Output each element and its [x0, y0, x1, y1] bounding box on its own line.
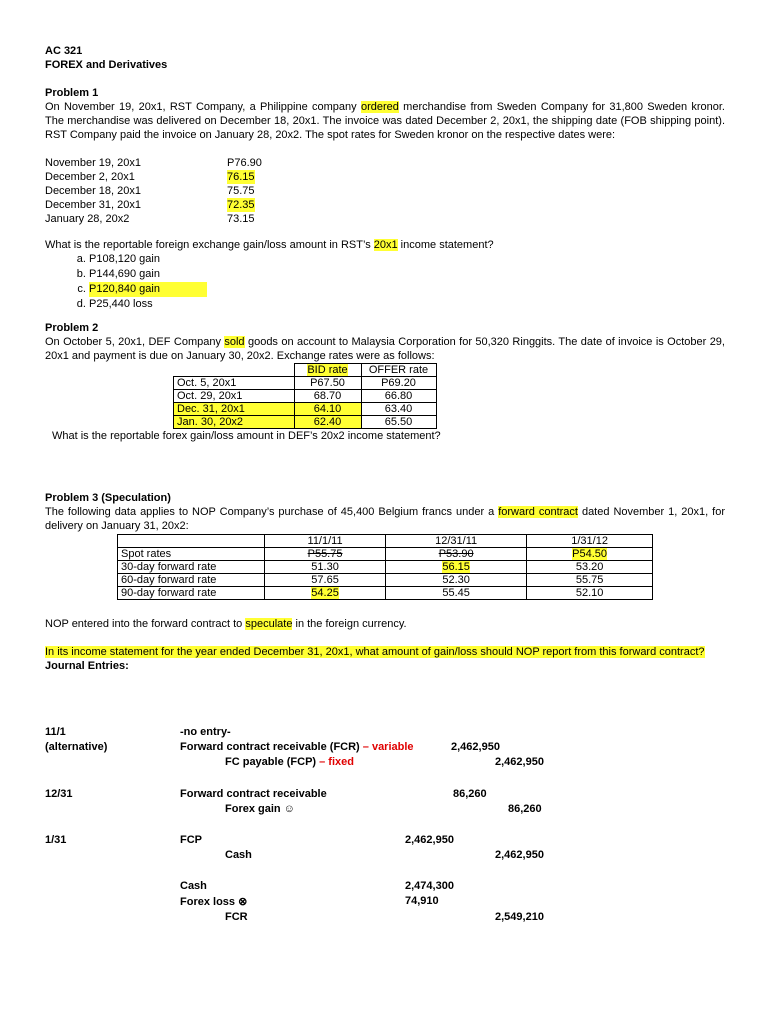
problem3-text: The following data applies to NOP Company’s purchase of 45,400 Belgium francs under a forward contract dated November 1, 20x1, for delivery on January 31, 20x2: [45, 506, 725, 532]
table-row: Spot rates P55.75 P53.90 P54.50 [118, 548, 653, 561]
problem2-rate-table [173, 363, 437, 429]
table-header-row: 11/1/11 12/31/11 1/31/12 [118, 535, 653, 548]
document-page [45, 44, 725, 673]
je-alternative: (alternative) [45, 741, 108, 753]
doc-subject: FOREX and Derivatives [45, 59, 168, 71]
je-cash3-credit: 2,462,950 [495, 849, 544, 861]
je-cash4-line: Cash [180, 880, 207, 892]
je-fcr2-debit: 86,260 [453, 788, 487, 800]
je-fcp-line: FC payable (FCP) – fixed [225, 756, 354, 768]
table-row: Oct. 29, 20x1 68.70 66.80 [174, 390, 437, 403]
problem1-question: What is the reportable foreign exchange gain/loss amount in RST’s 20x1 income statement? [45, 239, 494, 251]
je-date-1231: 12/31 [45, 788, 73, 800]
je-date-1101: 11/1 [45, 726, 66, 738]
problem3-rate-table [117, 534, 653, 600]
je-date-0131: 1/31 [45, 834, 67, 846]
table-row: Oct. 5, 20x1 P67.50 P69.20 [174, 377, 437, 390]
journal-title: Journal Entries: [45, 660, 129, 672]
je-fcp3-debit: 2,462,950 [405, 834, 454, 846]
je-fcp-credit: 2,462,950 [495, 756, 544, 768]
problem1-text: On November 19, 20x1, RST Company, a Philippine company ordered merchandise from Sweden Company for 31,800 Sweden kronor. The merchandise was delivered on December 18, 20x1. The invoice was dated December 2, 20x1, the shipping date (FOB shipping point). RST Company paid the invoice on January 28, 20x2. The spot rates for Sweden kronor on the respective dates were: [45, 101, 725, 141]
je-gain-line: Forex gain ☺ [225, 803, 295, 815]
je-fcr-debit: 2,462,950 [451, 741, 500, 753]
je-fcr4-line: FCR [225, 911, 248, 923]
course-code: AC 321 [45, 45, 83, 57]
problem2-question: What is the reportable forex gain/loss amount in DEF’s 20x2 income statement? [52, 430, 441, 442]
problem3-question: In its income statement for the year ended December 31, 20x1, what amount of gain/loss should NOP report from this forward contract? [45, 646, 705, 658]
rate-row: December 31, 20x1 72.35 [45, 199, 255, 211]
choice-d: d. P25,440 loss [89, 297, 725, 312]
problem2-text: On October 5, 20x1, DEF Company sold goods on account to Malaysia Corporation for 50,320 Ringgits. The date of invoice is October 29, 20x1 and payment is due on January 30, 20x2. Exchange rates were as follows: [45, 336, 725, 362]
problem2-title: Problem 2 [45, 322, 99, 334]
je-cash4-debit: 2,474,300 [405, 880, 454, 892]
je-fcp3-line: FCP [180, 834, 202, 846]
table-row: Jan. 30, 20x2 62.40 65.50 [174, 416, 437, 429]
table-row: 90-day forward rate 54.25 55.45 52.10 [118, 587, 653, 600]
problem1-title: Problem 1 [45, 87, 99, 99]
je-gain-credit: 86,260 [508, 803, 542, 815]
problem3-title: Problem 3 (Speculation) [45, 492, 171, 504]
je-fcr-line: Forward contract receivable (FCR) – variable [180, 741, 414, 753]
rate-row: November 19, 20x1 P76.90 [45, 157, 262, 169]
problem1-rates [45, 156, 725, 226]
journal-entries [45, 726, 725, 926]
choice-b: b. P144,690 gain [89, 267, 725, 282]
problem3-speculation: NOP entered into the forward contract to speculate in the foreign currency. [45, 618, 407, 630]
je-loss-debit: 74,910 [405, 895, 439, 907]
problem1-choices [45, 252, 725, 312]
je-cash3-line: Cash [225, 849, 252, 861]
je-fcr4-credit: 2,549,210 [495, 911, 544, 923]
table-header-row: BID rate OFFER rate [174, 364, 437, 377]
rate-row: December 2, 20x1 76.15 [45, 171, 255, 183]
je-loss-line: Forex loss ⊗ [180, 896, 248, 908]
je-fcr2-line: Forward contract receivable [180, 788, 327, 800]
je-no-entry: -no entry- [180, 726, 231, 738]
choice-c: c. P120,840 gain [89, 282, 207, 297]
rate-row: December 18, 20x1 75.75 [45, 185, 255, 197]
choice-a: a. P108,120 gain [89, 252, 725, 267]
table-row: Dec. 31, 20x1 64.10 63.40 [174, 403, 437, 416]
table-row: 30-day forward rate 51.30 56.15 53.20 [118, 561, 653, 574]
rate-row: January 28, 20x2 73.15 [45, 213, 255, 225]
table-row: 60-day forward rate 57.65 52.30 55.75 [118, 574, 653, 587]
